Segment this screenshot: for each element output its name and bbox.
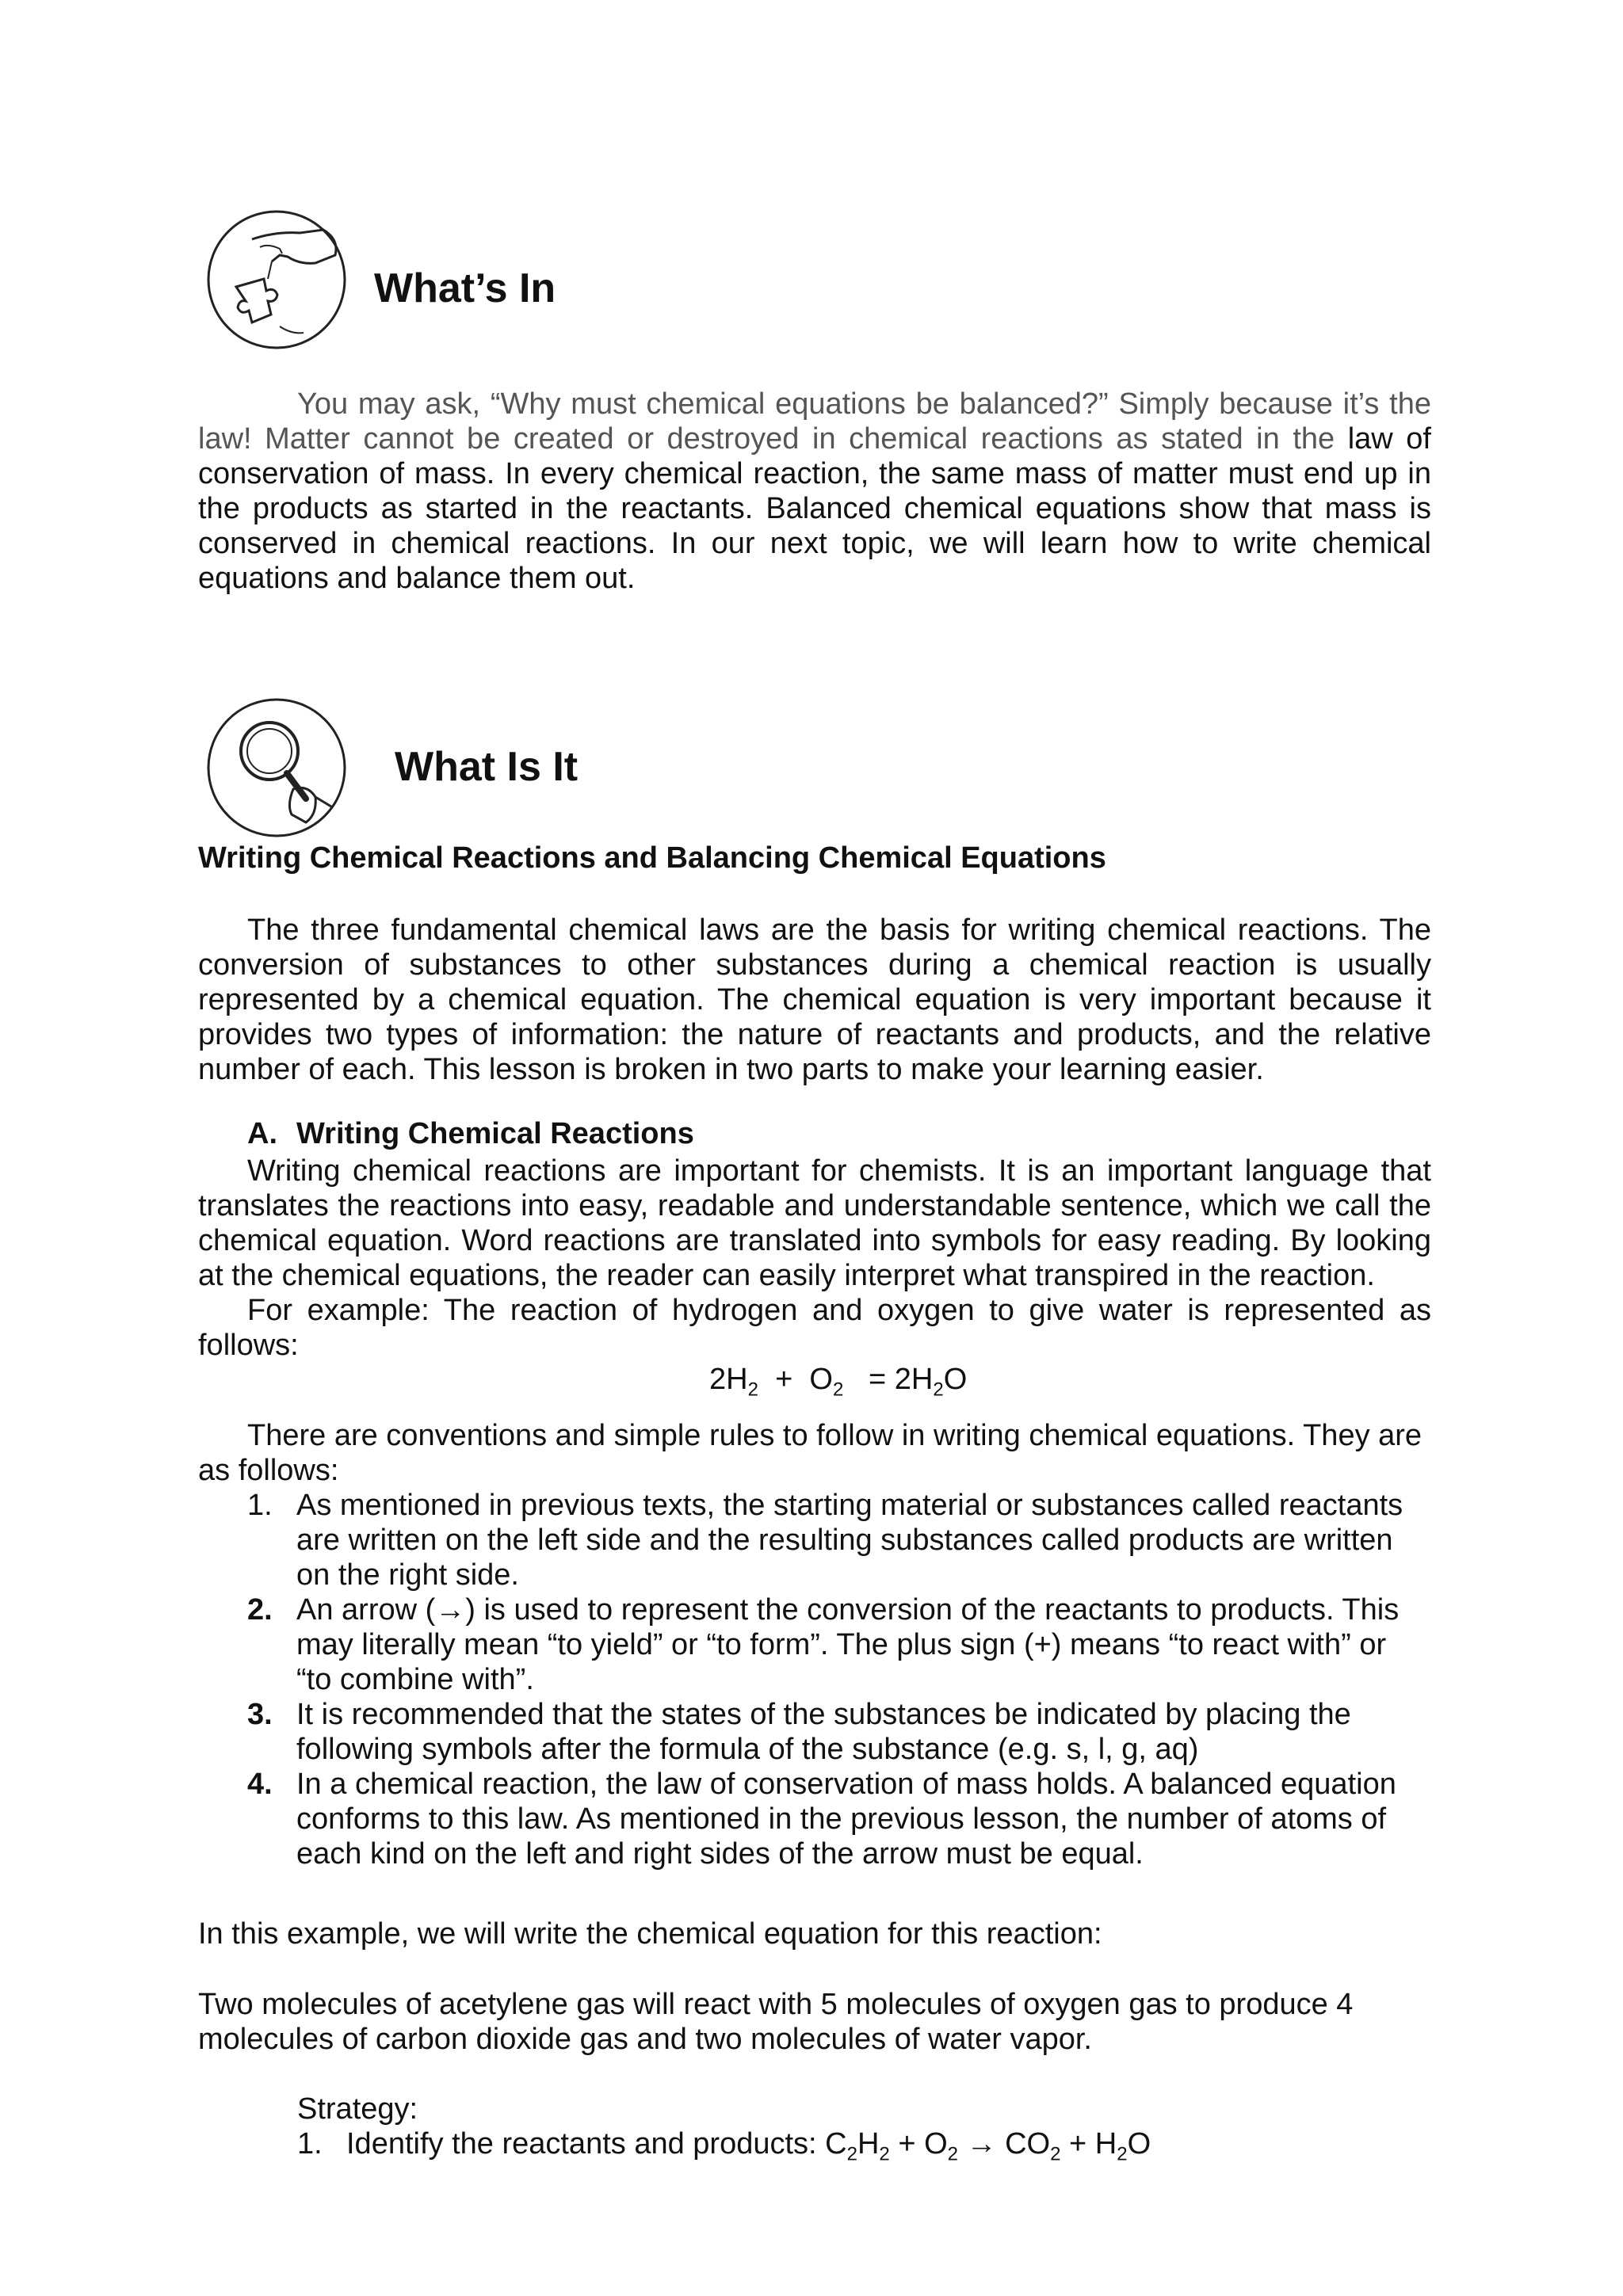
section-title-what-is-it: What Is It bbox=[395, 744, 579, 790]
rule-number: 2. bbox=[247, 1593, 273, 1627]
step-sub: 2 bbox=[947, 2143, 958, 2165]
section-a-paragraph bbox=[198, 1154, 1431, 1363]
step-part: → CO bbox=[958, 2127, 1051, 2161]
strategy-label: Strategy: bbox=[297, 2092, 418, 2126]
section-title-whats-in: What’s In bbox=[374, 265, 556, 311]
section-a-text-2: For example: The reaction of hydrogen and oxygen to give water is represented as follows: bbox=[198, 1294, 1431, 1362]
whats-in-paragraph bbox=[198, 387, 1431, 596]
section-a-number: A. bbox=[247, 1117, 277, 1150]
intro-paragraph bbox=[198, 913, 1431, 1087]
eq-sub: 2 bbox=[832, 1379, 844, 1401]
step-part: + H bbox=[1060, 2127, 1117, 2161]
rule-text: In a chemical reaction, the law of conservation of mass holds. A balanced equation conforms to this law. As mentioned in the previous lesson, the number of atoms of each kind on the left and right sides of the arrow must be equal. bbox=[296, 1768, 1396, 1871]
whats-in-body-text: law of conservation of mass. In every chemical reaction, the same mass of matter must end up in the products as started in the reactants. Balanced chemical equations show that mass is conserved in chemical reactions. In our next topic, we will learn how to write chemical equations and balance them out. bbox=[198, 422, 1431, 595]
step-sub: 2 bbox=[846, 2143, 857, 2165]
rule-text: As mentioned in previous texts, the starting material or substances called reactants are written on the left side and the resulting substances called products are written on the right side. bbox=[296, 1489, 1403, 1592]
lesson-subtitle: Writing Chemical Reactions and Balancing Chemical Equations bbox=[198, 841, 1106, 875]
rules-section bbox=[198, 1418, 1431, 1871]
rule-text: An arrow (→) is used to represent the conversion of the reactants to products. This may literally mean “to yield” or “to form”. The plus sign (+) means “to react with” or “to combine with”. bbox=[296, 1593, 1400, 1696]
step-number: 1. bbox=[297, 2127, 323, 2161]
hand-puzzle-icon bbox=[204, 208, 349, 352]
step-part: Identify the reactants and products: C bbox=[346, 2127, 847, 2161]
rule-item bbox=[247, 1592, 1431, 1697]
rule-number: 4. bbox=[247, 1768, 273, 1801]
eq-sub: 2 bbox=[933, 1379, 944, 1401]
step-part: O bbox=[1127, 2127, 1151, 2161]
section-a-text-1: Writing chemical reactions are important for chemists. It is an important language that translates the reactions into easy, readable and understandable sentence, which we call the chemical equation. Word reactions are translated into symbols for easy reading. By looking at the chemical equations, the reader can easily interpret what transpired in the reaction. bbox=[198, 1154, 1431, 1292]
step-sub: 2 bbox=[1117, 2143, 1128, 2165]
eq-sub: 2 bbox=[747, 1379, 758, 1401]
strategy-section bbox=[297, 2092, 1151, 2172]
rule-number: 1. bbox=[247, 1489, 273, 1522]
eq-term: O bbox=[943, 1363, 968, 1396]
rules-intro: There are conventions and simple rules to follow in writing chemical equations. They are as follows: bbox=[198, 1419, 1423, 1487]
rule-item bbox=[247, 1488, 1431, 1592]
eq-term: = 2H bbox=[869, 1363, 934, 1396]
magnifying-glass-icon bbox=[204, 696, 349, 840]
section-a-title: Writing Chemical Reactions bbox=[296, 1117, 694, 1150]
section-a-heading bbox=[247, 1117, 694, 1151]
step-part: H bbox=[857, 2127, 880, 2161]
example-text: Two molecules of acetylene gas will react with 5 molecules of oxygen gas to produce 4 molecules of carbon dioxide gas and two molecules of water vapor. bbox=[198, 1988, 1354, 2056]
step-sub: 2 bbox=[879, 2143, 890, 2165]
rule-text: It is recommended that the states of the substances be indicated by placing the following symbols after the formula of the substance (e.g. s, l, g, aq) bbox=[296, 1698, 1351, 1766]
eq-plus: + bbox=[775, 1363, 793, 1396]
eq-term: O bbox=[809, 1363, 833, 1396]
intro-text: The three fundamental chemical laws are the basis for writing chemical reactions. The conversion of substances to other substances during a chemical reaction is usually represented by a chemical equation. The chemical equation is very important because it provides two types of information: the nature of reactants and products, and the relative number of each. This lesson is broken in two parts to make your learning easier. bbox=[198, 913, 1431, 1086]
step-sub: 2 bbox=[1050, 2143, 1061, 2165]
example-paragraph bbox=[198, 1987, 1434, 2057]
eq-term: 2H bbox=[709, 1363, 748, 1396]
hydrogen-oxygen-equation bbox=[709, 1363, 967, 1402]
whats-in-gray-text: You may ask, “Why must chemical equations be balanced?” Simply because it’s the law! Matter cannot be created or destroyed in chemical reactions as stated in the bbox=[198, 387, 1431, 456]
strategy-step bbox=[297, 2126, 1151, 2172]
step-part: + O bbox=[889, 2127, 948, 2161]
rule-number: 3. bbox=[247, 1698, 273, 1731]
rule-item bbox=[247, 1697, 1431, 1767]
rule-item bbox=[247, 1767, 1431, 1871]
step-text bbox=[346, 2126, 1151, 2172]
example-intro: In this example, we will write the chemical equation for this reaction: bbox=[198, 1917, 1102, 1951]
